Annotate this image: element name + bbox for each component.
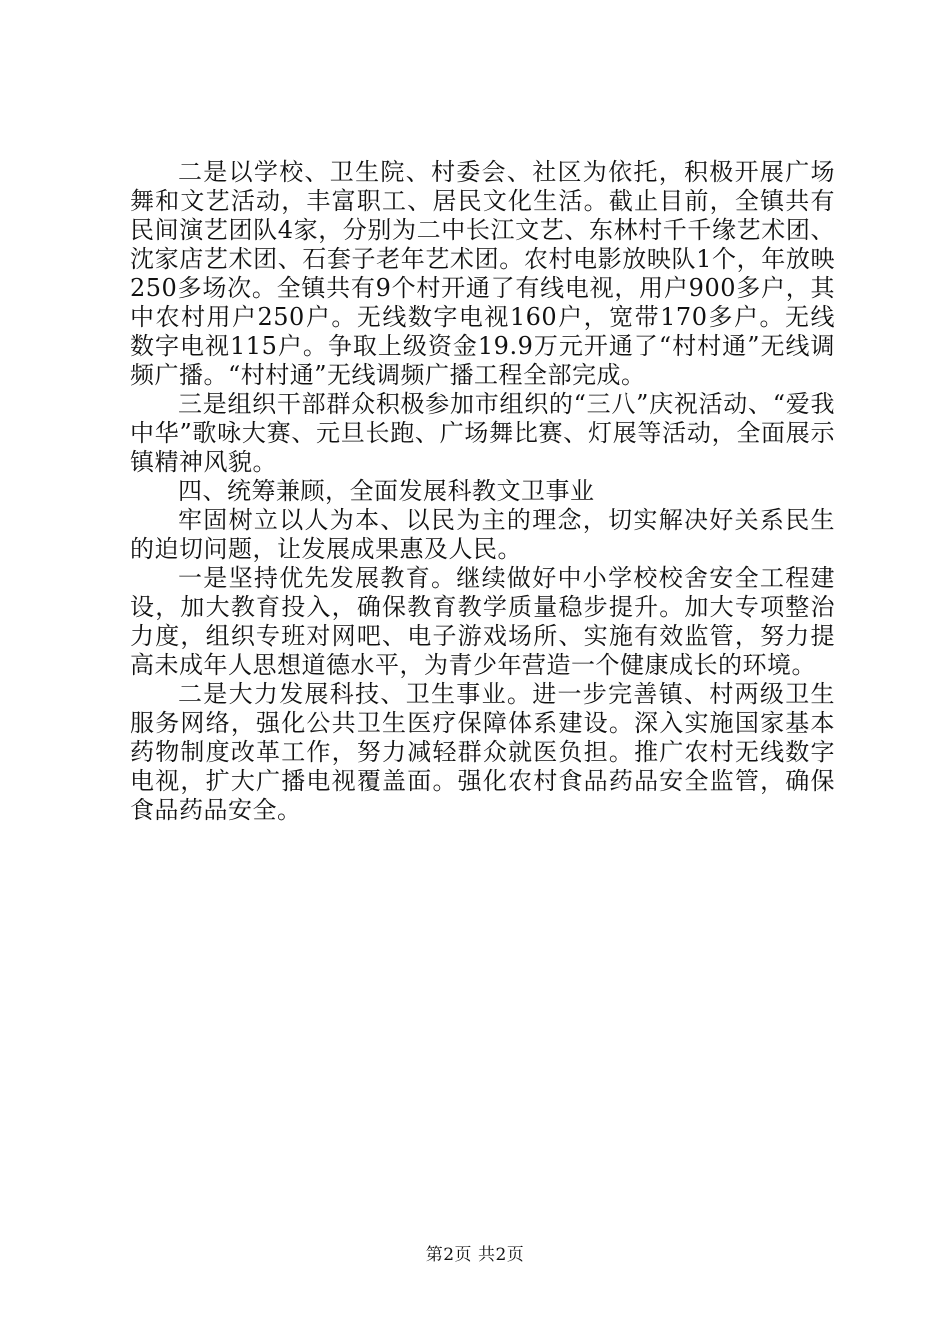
paragraph-education: 一是坚持优先发展教育。继续做好中小学校校舍安全工程建设，加大教育投入，确保教育教学质量稳步提升。加大专项整治力度，组织专班对网吧、电子游戏场所、实施有效监管，努力提高未成年人思想道德水平，为青少年营造一个健康成长的环境。 [130, 564, 835, 679]
section-heading: 四、统筹兼顾，全面发展科教文卫事业 [178, 477, 595, 505]
paragraph-science-health: 二是大力发展科技、卫生事业。进一步完善镇、村两级卫生服务网络，强化公共卫生医疗保障体系建设。深入实施国家基本药物制度改革工作，努力减轻群众就医负担。推广农村无线数字电视，扩大广播电视覆盖面。强化农村食品药品安全监管，确保食品药品安全。 [130, 680, 835, 824]
document-body [130, 158, 835, 825]
paragraph-mass-events: 三是组织干部群众积极参加市组织的“三八”庆祝活动、“爱我中华”歌咏大赛、元旦长跑、广场舞比赛、灯展等活动，全面展示镇精神风貌。 [130, 390, 835, 476]
paragraph-people-first: 牢固树立以人为本、以民为主的理念，切实解决好关系民生的迫切问题，让发展成果惠及人民。 [130, 506, 835, 563]
page-number-footer: 第2页 共2页 [425, 1245, 525, 1265]
paragraph-cultural-activities: 二是以学校、卫生院、村委会、社区为依托，积极开展广场舞和文艺活动，丰富职工、居民文化生活。截止目前，全镇共有民间演艺团队4家，分别为二中长江文艺、东林村千千缘艺术团、沈家店艺术团、石套子老年艺术团。农村电影放映队1个，年放映250多场次。全镇共有9个村开通了有线电视，用户900多户，其中农村用户250户。无线数字电视160户，宽带170多户。无线数字电视115户。争取上级资金19.9万元开通了“村村通”无线调频广播。“村村通”无线调频广播工程全部完成。 [130, 158, 835, 389]
